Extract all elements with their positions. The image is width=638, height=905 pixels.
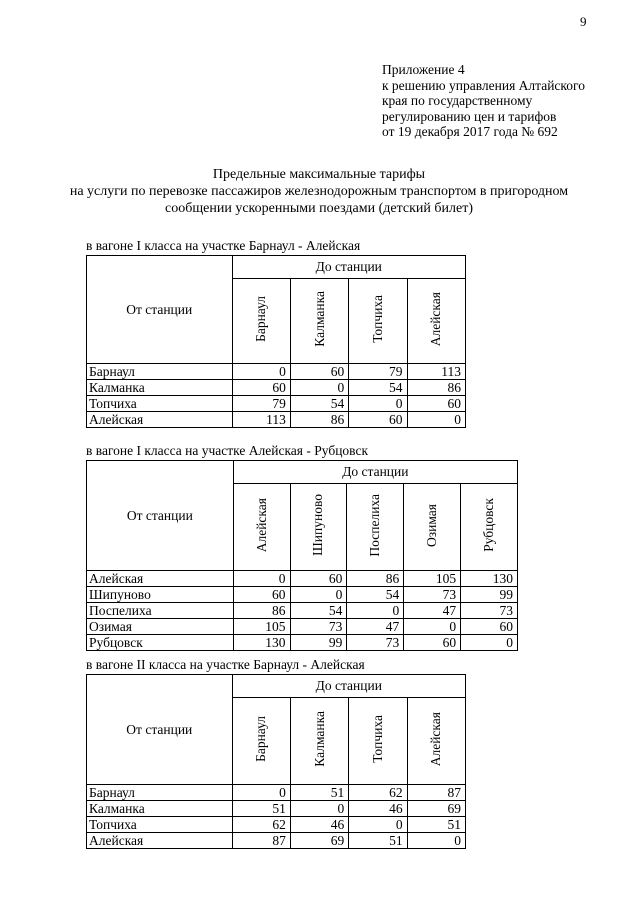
to-station-header: До станции: [232, 675, 465, 698]
column-header: Поспелиха: [347, 484, 404, 571]
fare-cell: 60: [233, 587, 290, 603]
column-header: Топчиха: [349, 279, 407, 364]
fare-cell: 0: [232, 364, 290, 380]
table-row: [87, 785, 466, 801]
table-row: [87, 571, 518, 587]
column-header: Шипуново: [290, 484, 347, 571]
column-header: Барнаул: [232, 279, 290, 364]
row-station: Шипуново: [87, 587, 234, 603]
table-row: [87, 364, 466, 380]
row-station: Топчиха: [87, 817, 233, 833]
fare-cell: 47: [347, 619, 404, 635]
table-row: [87, 801, 466, 817]
fare-cell: 105: [233, 619, 290, 635]
fare-cell: 51: [349, 833, 407, 849]
fare-cell: 54: [349, 380, 407, 396]
fare-cell: 73: [404, 587, 461, 603]
row-station: Калманка: [87, 801, 233, 817]
table-caption: в вагоне I класса на участке Барнаул - Алейская: [86, 238, 361, 253]
row-station: Озимая: [87, 619, 234, 635]
row-station: Топчиха: [87, 396, 233, 412]
appendix-block: [382, 62, 585, 140]
from-station-header: От станции: [87, 461, 234, 571]
fare-cell: 105: [404, 571, 461, 587]
fare-cell: 86: [407, 380, 465, 396]
fare-cell: 62: [232, 817, 290, 833]
column-header: Алейская: [233, 484, 290, 571]
to-station-header: До станции: [232, 256, 466, 279]
tariff-table-2: [86, 460, 518, 651]
fare-cell: 0: [461, 635, 518, 651]
column-header: Топчиха: [349, 698, 407, 785]
fare-cell: 86: [233, 603, 290, 619]
row-station: Алейская: [87, 412, 233, 428]
fare-cell: 60: [290, 364, 348, 380]
column-header: Калманка: [290, 279, 348, 364]
fare-cell: 86: [347, 571, 404, 587]
fare-cell: 60: [349, 412, 407, 428]
table-row: [87, 603, 518, 619]
row-station: Алейская: [87, 571, 234, 587]
fare-cell: 73: [290, 619, 347, 635]
fare-cell: 0: [349, 396, 407, 412]
row-station: Поспелиха: [87, 603, 234, 619]
table-row: [87, 833, 466, 849]
table-row: [87, 396, 466, 412]
column-header: Алейская: [407, 698, 465, 785]
appendix-line: от 19 декабря 2017 года № 692: [382, 124, 558, 140]
fare-cell: 46: [290, 817, 348, 833]
fare-cell: 0: [290, 587, 347, 603]
column-header: Барнаул: [232, 698, 290, 785]
column-header: Калманка: [290, 698, 348, 785]
fare-cell: 54: [347, 587, 404, 603]
fare-cell: 0: [347, 603, 404, 619]
appendix-line: к решению управления Алтайского: [382, 77, 585, 93]
fare-cell: 73: [461, 603, 518, 619]
fare-cell: 51: [407, 817, 465, 833]
row-station: Алейская: [87, 833, 233, 849]
tariff-table-1: [86, 255, 466, 428]
document-title: [0, 166, 638, 217]
fare-cell: 130: [461, 571, 518, 587]
fare-cell: 0: [349, 817, 407, 833]
fare-cell: 51: [232, 801, 290, 817]
fare-cell: 69: [290, 833, 348, 849]
from-station-header: От станции: [87, 256, 233, 364]
fare-cell: 69: [407, 801, 465, 817]
appendix-line: регулированию цен и тарифов: [382, 108, 557, 124]
title-line: Предельные максимальные тарифы: [212, 167, 426, 182]
to-station-header: До станции: [233, 461, 517, 484]
fare-cell: 54: [290, 396, 348, 412]
fare-cell: 73: [347, 635, 404, 651]
row-station: Барнаул: [87, 364, 233, 380]
fare-cell: 99: [461, 587, 518, 603]
column-header: Рубцовск: [461, 484, 518, 571]
fare-cell: 51: [290, 785, 348, 801]
fare-cell: 79: [349, 364, 407, 380]
fare-cell: 0: [233, 571, 290, 587]
appendix-line: Приложение 4: [382, 62, 465, 77]
appendix-line: края по государственному: [382, 93, 533, 109]
fare-cell: 0: [404, 619, 461, 635]
from-station-header: От станции: [87, 675, 233, 785]
column-header: Алейская: [407, 279, 465, 364]
fare-cell: 0: [407, 412, 465, 428]
fare-cell: 60: [404, 635, 461, 651]
table-row: [87, 635, 518, 651]
row-station: Рубцовск: [87, 635, 234, 651]
table-row: [87, 817, 466, 833]
fare-cell: 0: [407, 833, 465, 849]
page-number: 9: [580, 14, 587, 29]
fare-cell: 99: [290, 635, 347, 651]
column-header: Озимая: [404, 484, 461, 571]
tariff-table-3: [86, 674, 466, 849]
table-row: [87, 380, 466, 396]
fare-cell: 46: [349, 801, 407, 817]
fare-cell: 60: [290, 571, 347, 587]
fare-cell: 87: [232, 833, 290, 849]
fare-cell: 60: [232, 380, 290, 396]
fare-cell: 113: [232, 412, 290, 428]
title-line: сообщении ускоренными поездами (детский билет): [165, 201, 473, 216]
table-row: [87, 587, 518, 603]
fare-cell: 62: [349, 785, 407, 801]
fare-cell: 0: [290, 380, 348, 396]
fare-cell: 54: [290, 603, 347, 619]
table-caption: в вагоне I класса на участке Алейская - Рубцовск: [86, 443, 369, 458]
title-line: на услуги по перевозке пассажиров железнодорожным транспортом в пригородном: [69, 184, 569, 199]
fare-cell: 0: [232, 785, 290, 801]
table-caption: в вагоне II класса на участке Барнаул - Алейская: [86, 657, 365, 672]
table-row: [87, 412, 466, 428]
fare-cell: 60: [407, 396, 465, 412]
table-row: [87, 619, 518, 635]
fare-cell: 86: [290, 412, 348, 428]
fare-cell: 0: [290, 801, 348, 817]
fare-cell: 60: [461, 619, 518, 635]
fare-cell: 87: [407, 785, 465, 801]
row-station: Калманка: [87, 380, 233, 396]
fare-cell: 130: [233, 635, 290, 651]
row-station: Барнаул: [87, 785, 233, 801]
fare-cell: 79: [232, 396, 290, 412]
fare-cell: 47: [404, 603, 461, 619]
fare-cell: 113: [407, 364, 465, 380]
